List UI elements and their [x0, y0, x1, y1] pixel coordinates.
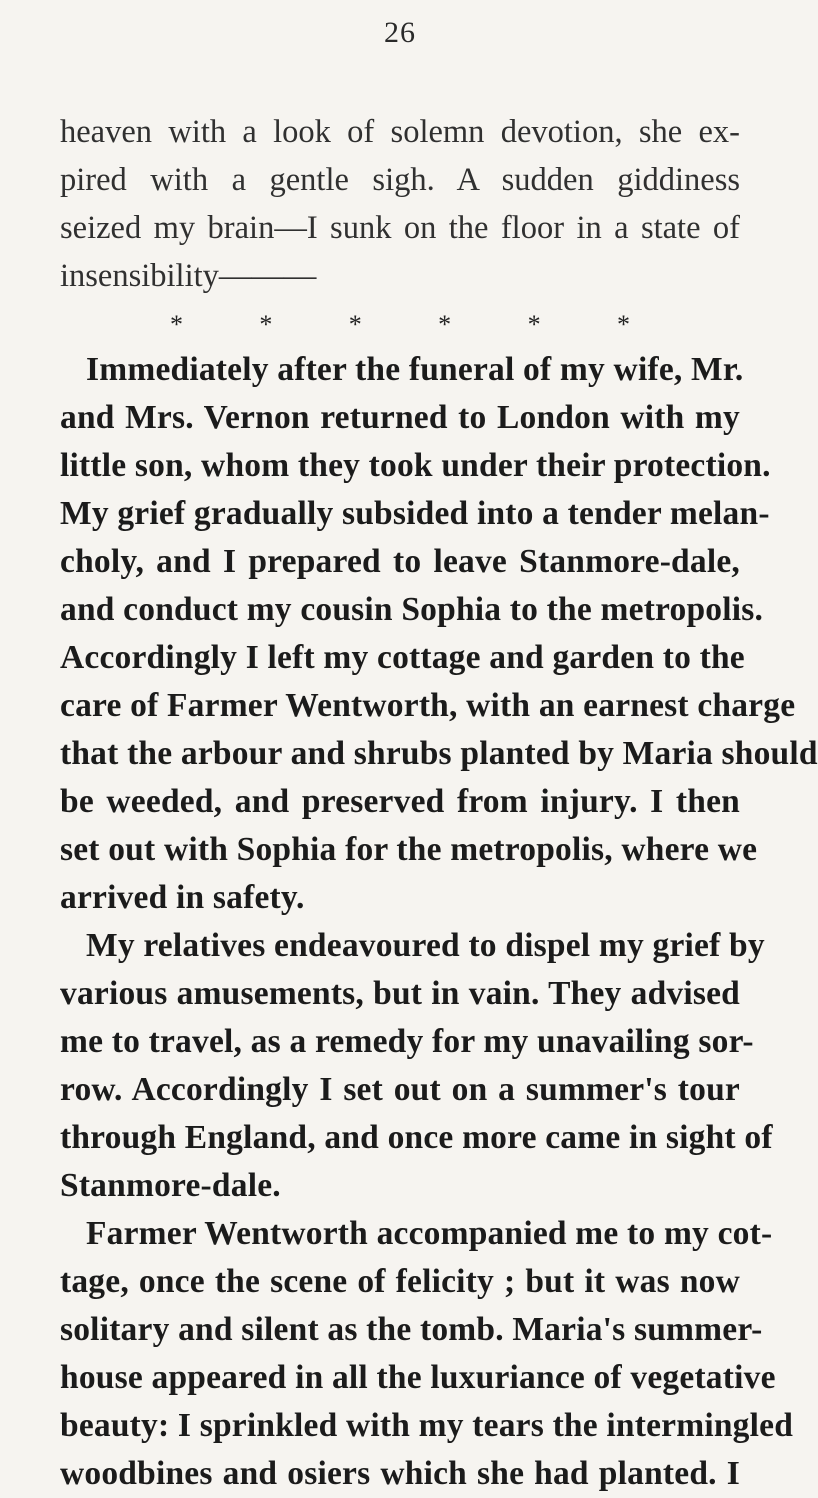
text-line: choly, and I prepared to leave Stanmore-dale, [60, 543, 740, 580]
text-line: Immediately after the funeral of my wife, Mr. [86, 351, 744, 388]
text-line: tage, once the scene of felicity ; but it was now [60, 1263, 740, 1300]
text-line: solitary and silent as the tomb. Maria's summer- [60, 1311, 763, 1348]
separator-star: * [259, 310, 273, 339]
text-line: be weeded, and preserved from injury. I then [60, 783, 740, 820]
text-line: arrived in safety. [60, 879, 305, 916]
text-line: beauty: I sprinkled with my tears the intermingled [60, 1407, 794, 1444]
separator-star: * [616, 310, 630, 339]
text-line: through England, and once more came in sight of [60, 1119, 773, 1156]
text-line: pired with a gentle sigh. A sudden giddiness [60, 162, 740, 198]
text-line: and conduct my cousin Sophia to the metropolis. [60, 591, 764, 628]
page-number: 26 [384, 16, 416, 49]
text-line: various amusements, but in vain. They advised [60, 975, 740, 1012]
separator-star: * [170, 310, 183, 339]
text-line: woodbines and osiers which she had planted. I [60, 1455, 740, 1492]
text-line: heaven with a look of solemn devotion, she ex- [60, 114, 740, 150]
section-separator [170, 312, 630, 338]
text-line: Accordingly I left my cottage and garden to the [60, 639, 745, 676]
text-line: Farmer Wentworth accompanied me to my cot- [86, 1215, 773, 1252]
text-line: care of Farmer Wentworth, with an earnest charge [60, 687, 796, 724]
text-line: house appeared in all the luxuriance of vegetative [60, 1359, 776, 1396]
text-line: seized my brain—I sunk on the floor in a state of [60, 210, 740, 246]
text-line: row. Accordingly I set out on a summer's tour [60, 1071, 740, 1108]
text-line: set out with Sophia for the metropolis, where we [60, 831, 758, 868]
text-line: insensibility——— [60, 258, 317, 294]
separator-star: * [438, 310, 452, 339]
separator-star: * [527, 310, 541, 339]
separator-star: * [348, 310, 362, 339]
text-line: me to travel, as a remedy for my unavailing sor- [60, 1023, 754, 1060]
text-line: and Mrs. Vernon returned to London with my [60, 399, 740, 436]
opening-paragraph [60, 108, 740, 300]
text-line: My grief gradually subsided into a tender melan- [60, 495, 770, 532]
text-line: that the arbour and shrubs planted by Maria should [60, 735, 818, 772]
text-line: Stanmore-dale. [60, 1167, 281, 1204]
main-text [60, 346, 818, 1498]
text-line: little son, whom they took under their protection. [60, 447, 771, 484]
text-line: My relatives endeavoured to dispel my grief by [86, 927, 765, 964]
